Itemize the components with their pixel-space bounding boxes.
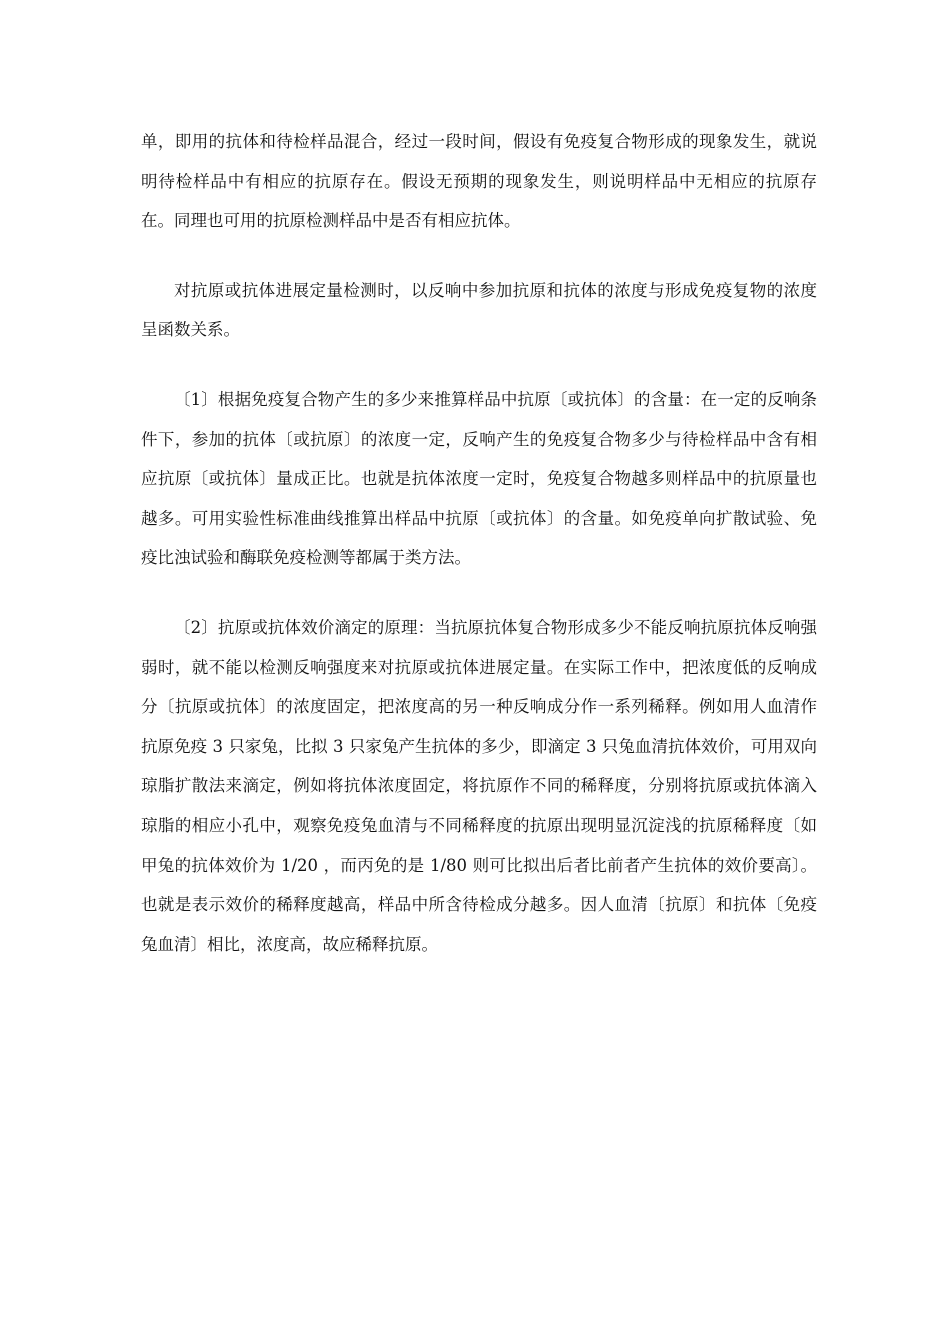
- document-body: [141, 122, 817, 994]
- paragraph-quantitative-detection: 对抗原或抗体进展定量检测时，以反响中参加抗原和抗体的浓度与形成免疫复物的浓度呈函数关系。: [141, 280, 817, 340]
- paragraph-method-2: 〔2〕抗原或抗体效价滴定的原理：当抗原抗体复合物形成多少不能反响抗原抗体反响强弱时，就不能以检测反响强度来对抗原或抗体进展定量。在实际工作中，把浓度低的反响成分〔抗原或抗体〕的浓度固定，把浓度高的另一种反响成分作一系列稀释。例如用人血清作抗原免疫 3 只家兔，比拟 3 只家兔产生抗体的多少，即滴定 3 只兔血清抗体效价，可用双向琼脂扩散法来滴定，例如将抗体浓度固定，将抗原作不同的稀释度，分别将抗原或抗体滴入琼脂的相应小孔中，观察免疫兔血清与不同稀释度的抗原出现明显沉淀浅的抗原稀释度〔如甲兔的抗体效价为 1/20 ，而丙免的是 1/80 则可比拟出后者比前者产生抗体的效价要高〕。也就是表示效价的稀释度越高，样品中所含待检成分越多。因人血清〔抗原〕和抗体〔免疫兔血清〕相比，浓度高，故应稀释抗原。: [141, 617, 817, 954]
- paragraph-method-1: 〔1〕根据免疫复合物产生的多少来推算样品中抗原〔或抗体〕的含量：在一定的反响条件下，参加的抗体〔或抗原〕的浓度一定，反响产生的免疫复合物多少与待检样品中含有相应抗原〔或抗体〕量成正比。也就是抗体浓度一定时，免疫复合物越多则样品中的抗原量也越多。可用实验性标准曲线推算出样品中抗原〔或抗体〕的含量。如免疫单向扩散试验、免疫比浊试验和酶联免疫检测等都属于类方法。: [141, 389, 817, 568]
- paragraph-intro-continuation: 单，即用的抗体和待检样品混合，经过一段时间，假设有免疫复合物形成的现象发生，就说明待检样品中有相应的抗原存在。假设无预期的现象发生，则说明样品中无相应的抗原存在。同理也可用的抗原检测样品中是否有相应抗体。: [141, 132, 817, 231]
